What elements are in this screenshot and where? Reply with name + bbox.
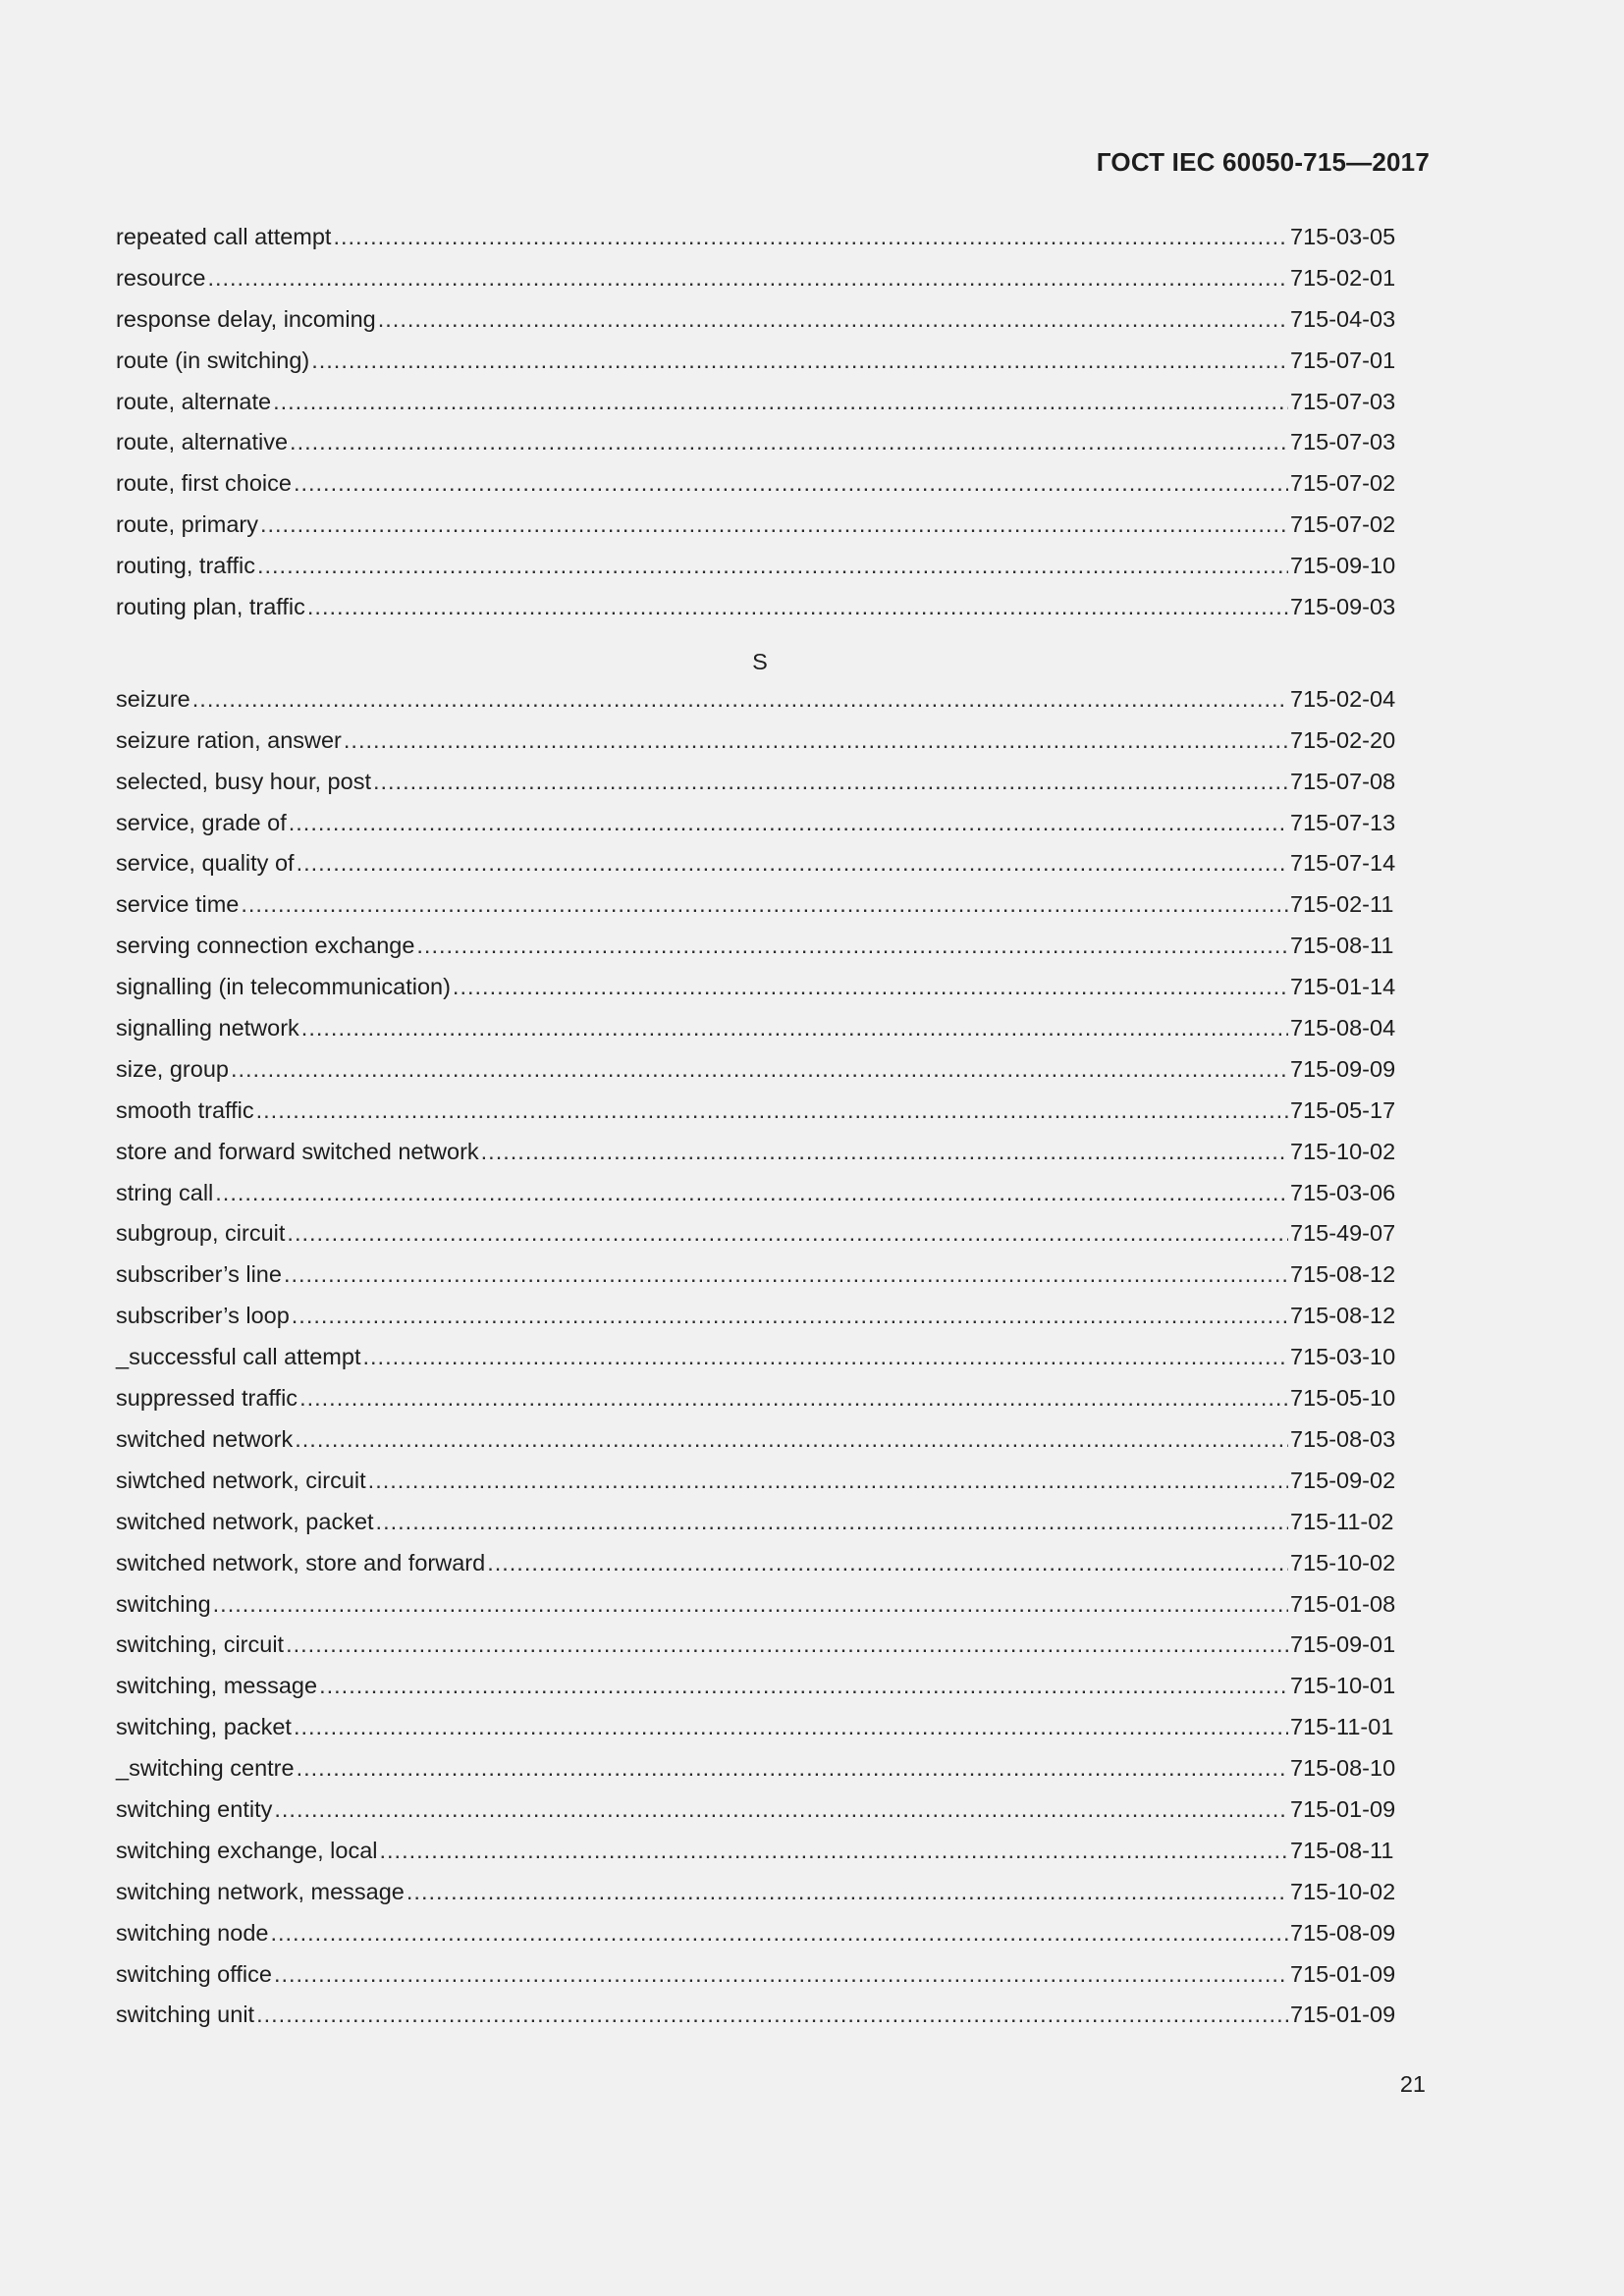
index-entry [116, 1796, 1404, 1838]
entry-term: switching node [116, 1919, 269, 1946]
dot-leader [270, 1920, 1288, 1947]
dot-leader [297, 850, 1288, 877]
entry-reference: 715-03-10 [1290, 1344, 1396, 1370]
entry-term: seizure [116, 685, 190, 712]
entry-reference: 715-02-01 [1290, 264, 1396, 291]
entry-reference: 715-09-02 [1290, 1467, 1396, 1493]
dot-leader [373, 769, 1288, 795]
index-entry [116, 1385, 1404, 1426]
entry-reference: 715-05-17 [1290, 1096, 1396, 1123]
entry-reference: 715-10-02 [1290, 1549, 1396, 1575]
index-entry [116, 891, 1404, 933]
entry-term: service, quality of [116, 850, 295, 877]
entry-reference: 715-07-14 [1290, 850, 1396, 877]
index-entry [116, 1961, 1404, 2002]
index-group-r [116, 224, 1404, 635]
entry-term: selected, busy hour, post [116, 768, 371, 794]
index-entry [116, 850, 1404, 891]
index-entry [116, 306, 1404, 347]
dot-leader [274, 1796, 1288, 1823]
entry-reference: 715-08-03 [1290, 1425, 1396, 1452]
entry-term: repeated call attempt [116, 224, 332, 249]
index-entry [116, 1714, 1404, 1755]
entry-term: route, alternate [116, 388, 272, 414]
entry-term: switching network, message [116, 1878, 405, 1904]
dot-leader [256, 1097, 1288, 1124]
entry-term: string call [116, 1179, 214, 1205]
dot-leader [297, 1755, 1288, 1782]
index-entry [116, 974, 1404, 1015]
index-entry [116, 265, 1404, 306]
entry-term: signalling network [116, 1015, 299, 1041]
entry-term: switching, circuit [116, 1631, 285, 1658]
index-entry [116, 810, 1404, 851]
dot-leader [241, 891, 1288, 918]
entry-reference: 715-07-08 [1290, 768, 1396, 794]
index-entry [116, 1468, 1404, 1509]
dot-leader [287, 1220, 1288, 1247]
entry-term: route, alternative [116, 429, 289, 455]
entry-reference: 715-08-09 [1290, 1919, 1396, 1946]
dot-leader [294, 470, 1288, 497]
entry-term: switching [116, 1590, 211, 1617]
entry-term: routing, traffic [116, 553, 255, 579]
entry-term: switching unit [116, 2002, 255, 2028]
index-entry [116, 1139, 1404, 1180]
entry-term: switching entity [116, 1795, 273, 1822]
index-entry [116, 1015, 1404, 1056]
entry-term: routing plan, traffic [116, 594, 305, 620]
dot-leader [192, 686, 1288, 713]
index-entry [116, 1220, 1404, 1261]
entry-term: seizure ration, answer [116, 726, 342, 753]
standard-header: ГОСТ IEC 60050-715—2017 [1096, 147, 1430, 177]
index-entry [116, 1550, 1404, 1591]
entry-term: route, primary [116, 511, 258, 538]
entry-term: siwtched network, circuit [116, 1467, 366, 1493]
entry-term: route, first choice [116, 470, 292, 497]
entry-reference: 715-08-11 [1290, 1837, 1394, 1863]
dot-leader [207, 265, 1288, 292]
entry-term: smooth traffic [116, 1096, 254, 1123]
index-entry [116, 553, 1404, 594]
entry-reference: 715-02-11 [1290, 891, 1394, 918]
dot-leader [416, 933, 1288, 959]
entry-term: size, group [116, 1055, 229, 1082]
index-entry [116, 769, 1404, 810]
dot-leader [481, 1139, 1288, 1165]
entry-term: _switching centre [116, 1755, 295, 1782]
dot-leader [215, 1180, 1288, 1206]
index-entry [116, 389, 1404, 430]
entry-reference: 715-07-03 [1290, 388, 1396, 414]
entry-reference: 715-11-02 [1290, 1508, 1394, 1534]
index-entry [116, 1755, 1404, 1796]
index-entry [116, 686, 1404, 727]
index-entry [116, 1838, 1404, 1879]
dot-leader [378, 306, 1288, 333]
index-entry [116, 933, 1404, 974]
entry-term: store and forward switched network [116, 1138, 479, 1164]
entry-term: signalling (in telecommunication) [116, 974, 451, 1000]
dot-leader [290, 429, 1288, 455]
dot-leader [274, 1961, 1288, 1988]
index-entry [116, 429, 1404, 470]
entry-reference: 715-04-03 [1290, 305, 1396, 332]
entry-term: switching exchange, local [116, 1837, 378, 1863]
entry-reference: 715-11-01 [1290, 1714, 1394, 1740]
entry-reference: 715-08-10 [1290, 1755, 1396, 1782]
dot-leader [260, 511, 1288, 538]
index-entry [116, 1879, 1404, 1920]
entry-term: subgroup, circuit [116, 1220, 286, 1247]
index-entry [116, 1920, 1404, 1961]
entry-reference: 715-07-02 [1290, 511, 1396, 538]
index-entry [116, 1056, 1404, 1097]
dot-leader [273, 389, 1288, 415]
index-entry [116, 511, 1404, 553]
entry-reference: 715-08-12 [1290, 1261, 1396, 1288]
section-letter: S [752, 648, 768, 674]
entry-term: serving connection exchange [116, 933, 415, 959]
entry-reference: 715-03-05 [1290, 224, 1396, 249]
dot-leader [311, 347, 1288, 374]
dot-leader [301, 1015, 1288, 1041]
entry-reference: 715-03-06 [1290, 1179, 1396, 1205]
entry-reference: 715-08-04 [1290, 1015, 1396, 1041]
entry-reference: 715-07-02 [1290, 470, 1396, 497]
entry-term: service, grade of [116, 809, 287, 835]
index-entry [116, 347, 1404, 389]
dot-leader [380, 1838, 1289, 1864]
dot-leader [368, 1468, 1288, 1494]
dot-leader [257, 553, 1288, 579]
entry-term: _successful call attempt [116, 1344, 361, 1370]
dot-leader [284, 1261, 1288, 1288]
entry-term: route (in switching) [116, 347, 310, 373]
entry-term: switched network [116, 1425, 294, 1452]
index-entry [116, 727, 1404, 769]
entry-term: switching, message [116, 1673, 318, 1699]
entry-reference: 715-01-08 [1290, 1590, 1396, 1617]
entry-reference: 715-01-09 [1290, 2002, 1396, 2028]
entry-term: switching office [116, 1960, 272, 1987]
entry-reference: 715-08-11 [1290, 933, 1394, 959]
entry-reference: 715-07-01 [1290, 347, 1396, 373]
index-entry [116, 1261, 1404, 1303]
dot-leader [319, 1673, 1288, 1699]
index-entry [116, 1509, 1404, 1550]
entry-reference: 715-01-09 [1290, 1960, 1396, 1987]
entry-reference: 715-09-01 [1290, 1631, 1396, 1658]
dot-leader [213, 1591, 1288, 1618]
entry-reference: 715-01-14 [1290, 974, 1396, 1000]
dot-leader [286, 1631, 1288, 1658]
dot-leader [487, 1550, 1288, 1576]
entry-reference: 715-05-10 [1290, 1385, 1396, 1412]
index-entry [116, 470, 1404, 511]
index-entry [116, 594, 1404, 635]
index-entry [116, 2002, 1404, 2043]
dot-leader [299, 1385, 1288, 1412]
index-entry [116, 1180, 1404, 1221]
entry-term: switching, packet [116, 1714, 292, 1740]
entry-reference: 715-08-12 [1290, 1303, 1396, 1329]
dot-leader [292, 1303, 1288, 1329]
entry-reference: 715-10-02 [1290, 1878, 1396, 1904]
entry-reference: 715-07-03 [1290, 429, 1396, 455]
dot-leader [307, 594, 1288, 620]
dot-leader [376, 1509, 1288, 1535]
index-entry [116, 224, 1404, 265]
entry-reference: 715-09-03 [1290, 594, 1396, 620]
dot-leader [256, 2002, 1288, 2028]
page-number: 21 [1399, 2071, 1426, 2097]
index-entry [116, 1673, 1404, 1714]
entry-reference: 715-02-20 [1290, 726, 1396, 753]
index-entry [116, 1591, 1404, 1632]
dot-leader [453, 974, 1288, 1000]
index-entry [116, 1426, 1404, 1468]
entry-reference: 715-09-09 [1290, 1055, 1396, 1082]
term-index [116, 224, 1404, 2043]
entry-reference: 715-49-07 [1290, 1220, 1396, 1247]
index-entry [116, 1303, 1404, 1344]
entry-term: service time [116, 891, 240, 918]
dot-leader [231, 1056, 1288, 1083]
dot-leader [333, 224, 1288, 250]
entry-reference: 715-02-04 [1290, 685, 1396, 712]
index-entry [116, 1344, 1404, 1385]
index-entry [116, 1097, 1404, 1139]
index-group-s [116, 686, 1404, 2043]
dot-leader [289, 810, 1288, 836]
dot-leader [344, 727, 1288, 754]
entry-term: response delay, incoming [116, 305, 376, 332]
entry-term: resource [116, 264, 206, 291]
entry-term: subscriber’s loop [116, 1303, 290, 1329]
entry-term: suppressed traffic [116, 1385, 298, 1412]
index-entry [116, 1631, 1404, 1673]
entry-term: switched network, store and forward [116, 1549, 486, 1575]
entry-reference: 715-10-02 [1290, 1138, 1396, 1164]
dot-leader [295, 1426, 1288, 1453]
entry-term: subscriber’s line [116, 1261, 282, 1288]
dot-leader [294, 1714, 1288, 1740]
entry-term: switched network, packet [116, 1508, 374, 1534]
entry-reference: 715-01-09 [1290, 1795, 1396, 1822]
dot-leader [362, 1344, 1288, 1370]
dot-leader [406, 1879, 1288, 1905]
entry-reference: 715-07-13 [1290, 809, 1396, 835]
entry-reference: 715-10-01 [1290, 1673, 1396, 1699]
entry-reference: 715-09-10 [1290, 553, 1396, 579]
